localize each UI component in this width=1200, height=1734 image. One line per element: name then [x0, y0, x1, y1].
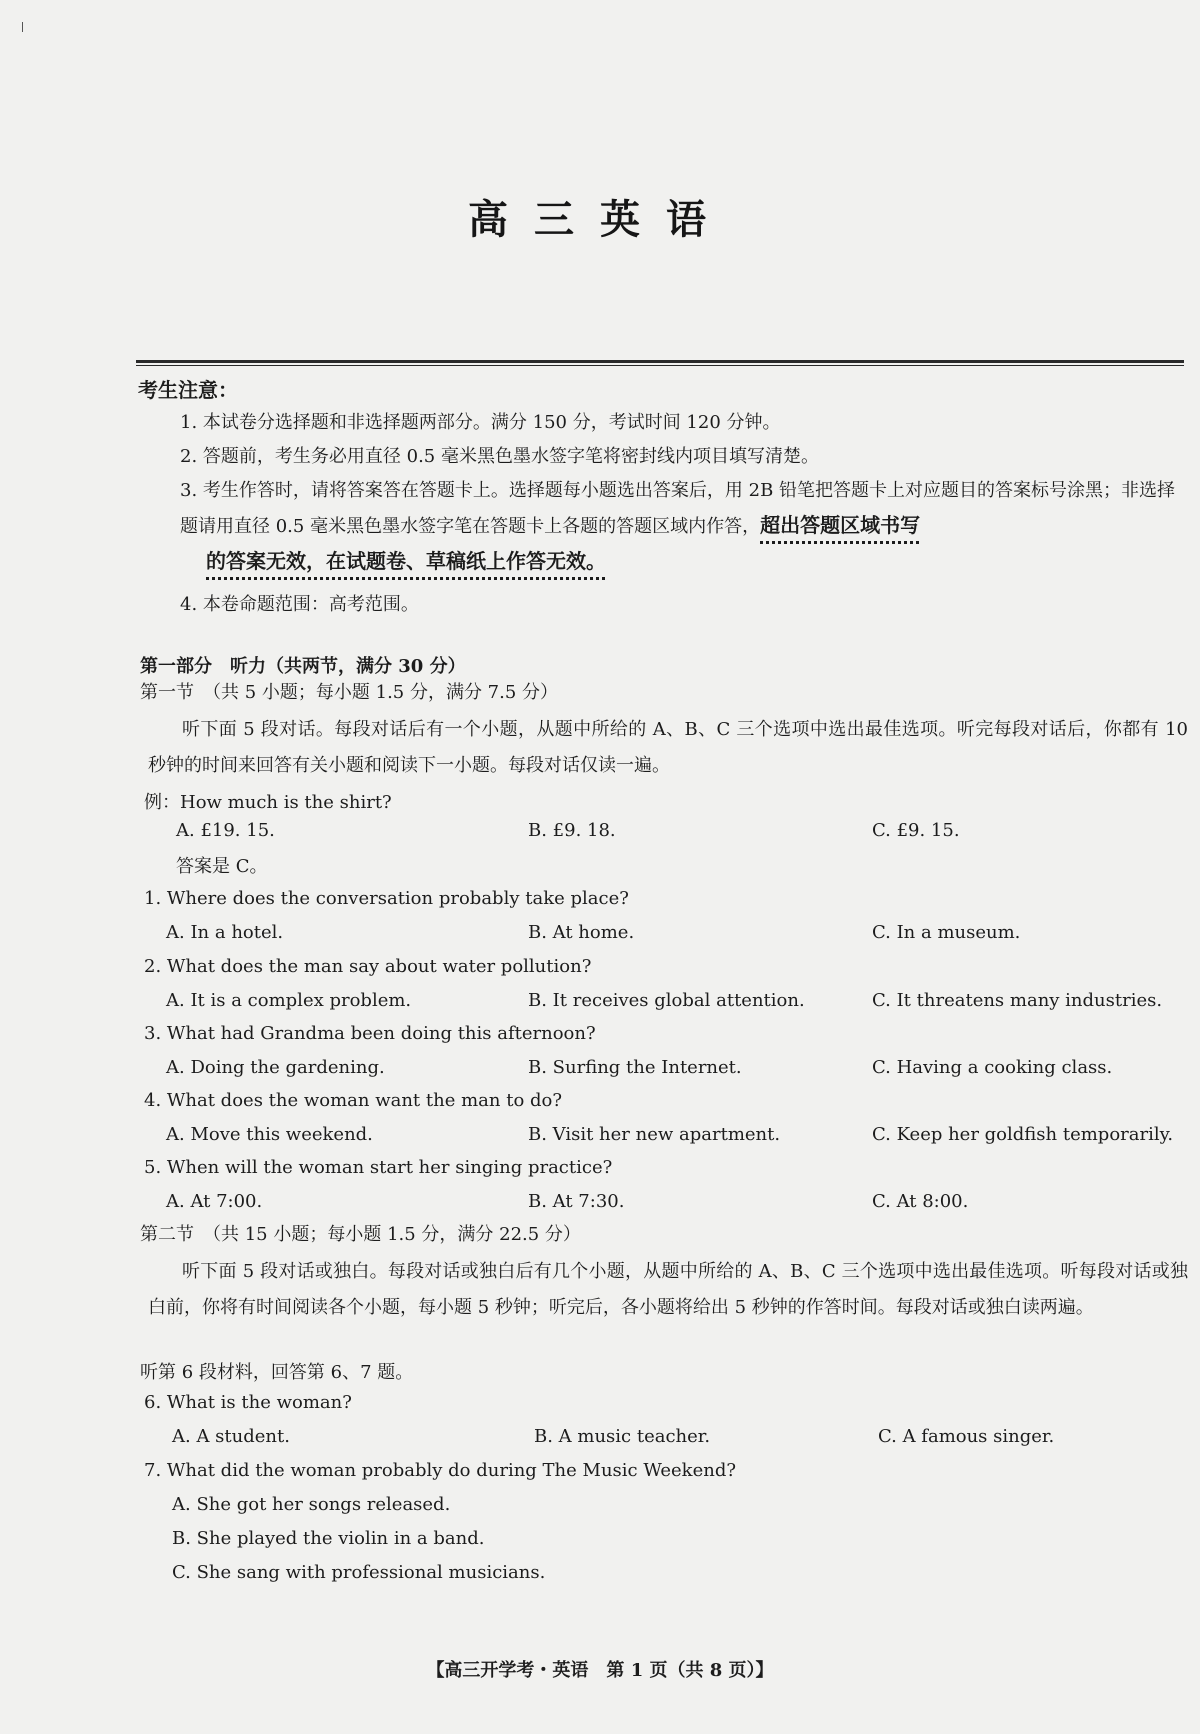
notice-emphasis-a: 超出答题区域书写 [760, 513, 921, 537]
q6-option-c: C. A famous singer. [878, 1426, 1055, 1447]
q2-option-a: A. It is a complex problem. [166, 990, 412, 1011]
notice-item-4: 4. 本卷命题范围：高考范围。 [180, 594, 419, 615]
q4-option-c: C. Keep her goldfish temporarily. [872, 1124, 1174, 1145]
q6-option-b: B. A music teacher. [534, 1426, 711, 1447]
notice-item-3 [180, 474, 1180, 580]
q1-option-c: C. In a museum. [872, 922, 1021, 943]
example-option-a: A. £19. 15. [176, 820, 275, 841]
q5-option-b: B. At 7:30. [528, 1191, 625, 1212]
question-6: 6. What is the woman? [144, 1392, 352, 1413]
section2-heading: 第二节 （共 15 小题；每小题 1.5 分，满分 22.5 分） [140, 1224, 581, 1245]
notice-emphasis-b: 的答案无效，在试题卷、草稿纸上作答无效。 [206, 549, 606, 573]
section1-instructions: 听下面 5 段对话。每段对话后有一个小题，从题中所给的 A、B、C 三个选项中选出最佳选项。听完每段对话后，你都有 10 秒钟的时间来回答有关小题和阅读下一小题。每段对话仅读一遍。 [148, 719, 1188, 776]
question-4: 4. What does the woman want the man to do? [144, 1090, 563, 1111]
header-rule-thin [136, 365, 1184, 366]
question-2: 2. What does the man say about water pollution? [144, 956, 592, 977]
q7-option-a: A. She got her songs released. [172, 1494, 451, 1515]
q1-option-b: B. At home. [528, 922, 635, 943]
notice-item-1: 1. 本试卷分选择题和非选择题两部分。满分 150 分，考试时间 120 分钟。 [180, 412, 781, 433]
q4-option-a: A. Move this weekend. [166, 1124, 373, 1145]
exam-title: 高三英语 [468, 196, 732, 243]
page-footer: 【高三开学考・英语 第 1 页（共 8 页）】 [426, 1660, 774, 1681]
q2-option-b: B. It receives global attention. [528, 990, 805, 1011]
example-answer: 答案是 C。 [176, 856, 268, 877]
example-question: 例：How much is the shirt? [144, 792, 392, 813]
example-option-c: C. £9. 15. [872, 820, 960, 841]
question-5: 5. When will the woman start her singing practice? [144, 1157, 613, 1178]
section2-instructions: 听下面 5 段对话或独白。每段对话或独白后有几个小题，从题中所给的 A、B、C 三个选项中选出最佳选项。听每段对话或独白前，你将有时间阅读各个小题，每小题 5 秒钟；听完后，各小题将给出 5 秒钟的作答时间。每段对话或独白读两遍。 [148, 1261, 1188, 1318]
scan-mark [22, 22, 23, 32]
example-option-b: B. £9. 18. [528, 820, 616, 841]
question-3: 3. What had Grandma been doing this afternoon? [144, 1023, 596, 1044]
q4-option-b: B. Visit her new apartment. [528, 1124, 781, 1145]
q7-option-c: C. She sang with professional musicians. [172, 1562, 546, 1583]
header-rule-thick [136, 360, 1184, 363]
notice-item-3-text: 3. 考生作答时，请将答案答在答题卡上。选择题每小题选出答案后，用 2B 铅笔把答题卡上对应题目的答案标号涂黑；非选择题请用直径 0.5 毫米黑色墨水签字笔在答题卡上各题的答题区域内作答， [180, 480, 1176, 537]
question-7: 7. What did the woman probably do during The Music Weekend? [144, 1460, 736, 1481]
notice-item-2: 2. 答题前，考生务必用直径 0.5 毫米黑色墨水签字笔将密封线内项目填写清楚。 [180, 446, 819, 467]
section1-heading: 第一节 （共 5 小题；每小题 1.5 分，满分 7.5 分） [140, 682, 559, 703]
q2-option-c: C. It threatens many industries. [872, 990, 1163, 1011]
notice-heading: 考生注意： [138, 378, 238, 402]
material-6-note: 听第 6 段材料，回答第 6、7 题。 [140, 1362, 414, 1383]
q7-option-b: B. She played the violin in a band. [172, 1528, 485, 1549]
q5-option-c: C. At 8:00. [872, 1191, 969, 1212]
q5-option-a: A. At 7:00. [166, 1191, 263, 1212]
q1-option-a: A. In a hotel. [166, 922, 284, 943]
q3-option-c: C. Having a cooking class. [872, 1057, 1113, 1078]
part1-heading: 第一部分 听力（共两节，满分 30 分） [140, 656, 466, 677]
q3-option-a: A. Doing the gardening. [166, 1057, 385, 1078]
question-1: 1. Where does the conversation probably take place? [144, 888, 629, 909]
q6-option-a: A. A student. [172, 1426, 290, 1447]
q3-option-b: B. Surfing the Internet. [528, 1057, 742, 1078]
